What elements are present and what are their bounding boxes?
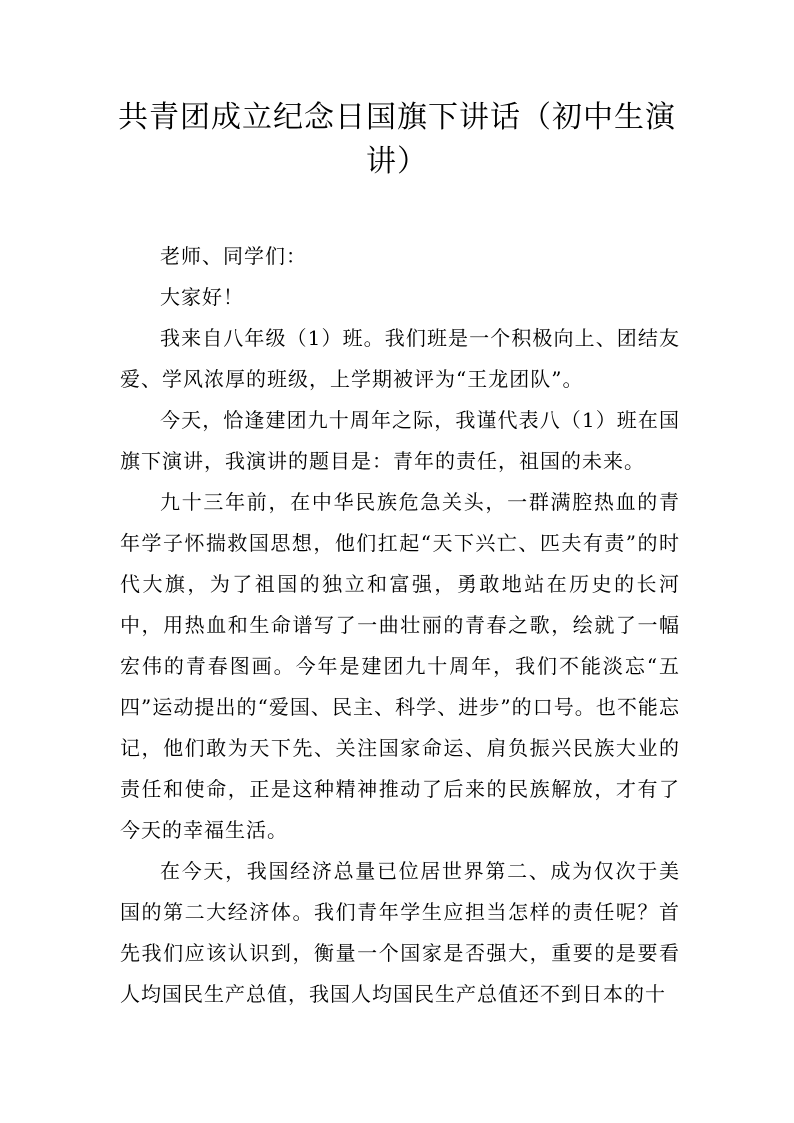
body-paragraph: 在今天，我国经济总量已位居世界第二、成为仅次于美国的第二大经济体。我们青年学生应担当怎样的责任呢？首先我们应该认识到，衡量一个国家是否强大，重要的是要看人均国民生产总值，我国人均国民生产总值还不到日本的十 [120, 859, 680, 1006]
document-title: 共青团成立纪念日国旗下讲话（初中生演讲） [118, 100, 676, 179]
salutation-paragraph: 老师、同学们： [160, 244, 307, 268]
greeting-paragraph: 大家好！ [160, 285, 244, 309]
body-paragraph: 我来自八年级（1）班。我们班是一个积极向上、团结友爱、学风浓厚的班级，上学期被评为“王龙团队”。 [120, 326, 680, 391]
body-paragraph: 九十三年前，在中华民族危急关头，一群满腔热血的青年学子怀揣救国思想，他们扛起“天下兴亡、匹夫有责”的时代大旗，为了祖国的独立和富强，勇敢地站在历史的长河中，用热血和生命谱写了一曲壮丽的青春之歌，绘就了一幅宏伟的青春图画。今年是建团九十周年，我们不能淡忘“五四”运动提出的“爱国、民主、科学、进步”的口号。也不能忘记，他们敢为天下先、关注国家命运、肩负振兴民族大业的责任和使命，正是这种精神推动了后来的民族解放，才有了今天的幸福生活。 [120, 490, 680, 842]
document-body [120, 236, 680, 1015]
body-paragraph: 今天，恰逢建团九十周年之际，我谨代表八（1）班在国旗下演讲，我演讲的题目是：青年的责任，祖国的未来。 [120, 408, 680, 473]
